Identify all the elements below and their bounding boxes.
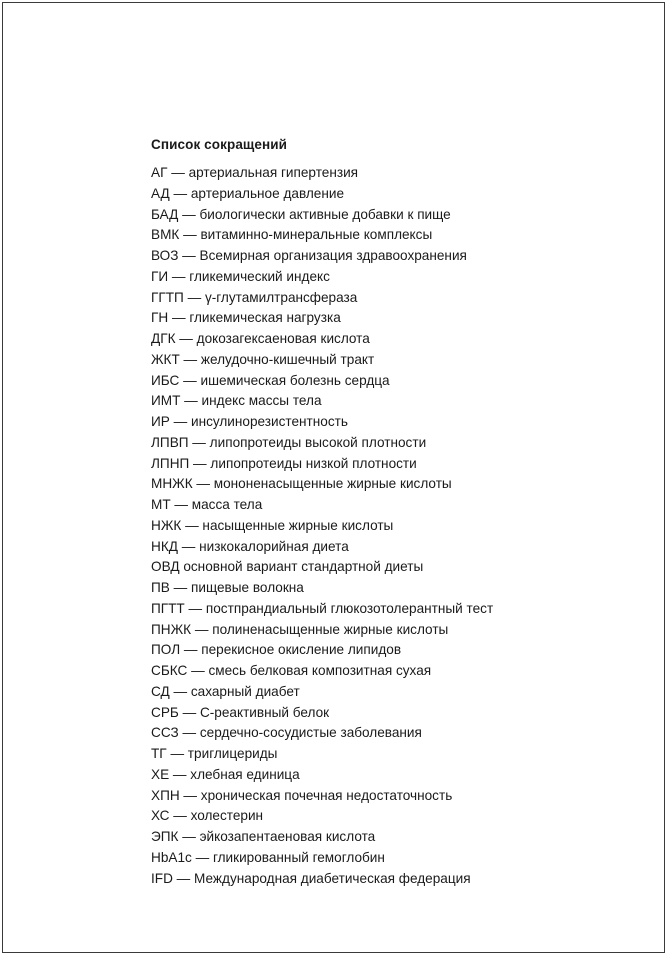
abbreviation-item: ПНЖК — полиненасыщенные жирные кислоты [151,621,449,637]
abbreviation-item: СД — сахарный диабет [151,683,300,699]
abbreviation-item: IFD — Международная диабетическая федерация [151,870,471,886]
abbreviation-item: БАД — биологически активные добавки к пище [151,206,451,222]
abbreviation-item: ИР — инсулинорезистентность [151,414,348,429]
abbreviation-item: ОВД основной вариант стандартной диеты [151,559,424,575]
abbreviation-item: ХПН — хроническая почечная недостаточность [151,787,453,803]
abbreviation-item: ПОЛ — перекисное окисление липидов [151,642,402,658]
abbreviation-item: ИБС — ишемическая болезнь сердца [151,372,390,388]
abbreviation-item: ЖКТ — желудочно-кишечный тракт [151,351,375,367]
abbreviation-item: ГИ — гликемический индекс [151,268,330,284]
abbreviation-item: ВОЗ — Всемирная организация здравоохранения [151,248,467,263]
abbreviation-item: НЖК — насыщенные жирные кислоты [151,517,394,533]
abbreviation-item: ХЕ — хлебная единица [151,766,300,782]
abbreviation-item: ГН — гликемическая нагрузка [151,310,341,326]
abbreviation-item: ПВ — пищевые волокна [151,580,304,595]
abbreviation-item: ДГК — докозагексаеновая кислота [151,331,370,346]
abbreviation-item: СБКС — смесь белковая композитная сухая [151,663,432,678]
abbreviation-item: АД — артериальное давление [151,185,345,201]
abbreviation-item: ЛПВП — липопротеиды высокой плотности [151,434,427,450]
abbreviation-item: ССЗ — сердечно-сосудистые заболевания [151,725,422,741]
abbreviation-item: ТГ — триглицериды [151,746,278,761]
abbreviation-item: АГ — артериальная гипертензия [151,165,359,180]
abbreviation-item: ПГТТ — постпрандиальный глюкозотолерантный тест [151,600,494,616]
abbreviation-item: СРБ — С-реактивный белок [151,704,330,720]
abbreviation-item: ИМТ — индекс массы тела [151,393,322,409]
abbreviation-item: ГГТП — γ-глутамилтрансфераза [151,289,358,305]
abbreviation-item: МТ — масса тела [151,497,263,512]
abbreviation-item: ХС — холестерин [151,808,264,824]
document-page [2,2,665,953]
abbreviation-item: МНЖК — мононенасыщенные жирные кислоты [151,476,452,492]
abbreviation-item: ЭПК — эйкозапентаеновая кислота [151,829,376,844]
abbreviations-section [151,135,611,889]
abbreviation-item: ВМК — витаминно-минеральные комплексы [151,227,433,243]
section-title: Список сокращений [151,137,288,152]
abbreviation-list [151,163,611,889]
abbreviation-item: НКД — низкокалорийная диета [151,538,349,554]
abbreviation-item: HbA1c — гликированный гемоглобин [151,849,385,865]
abbreviation-item: ЛПНП — липопротеиды низкой плотности [151,455,417,471]
